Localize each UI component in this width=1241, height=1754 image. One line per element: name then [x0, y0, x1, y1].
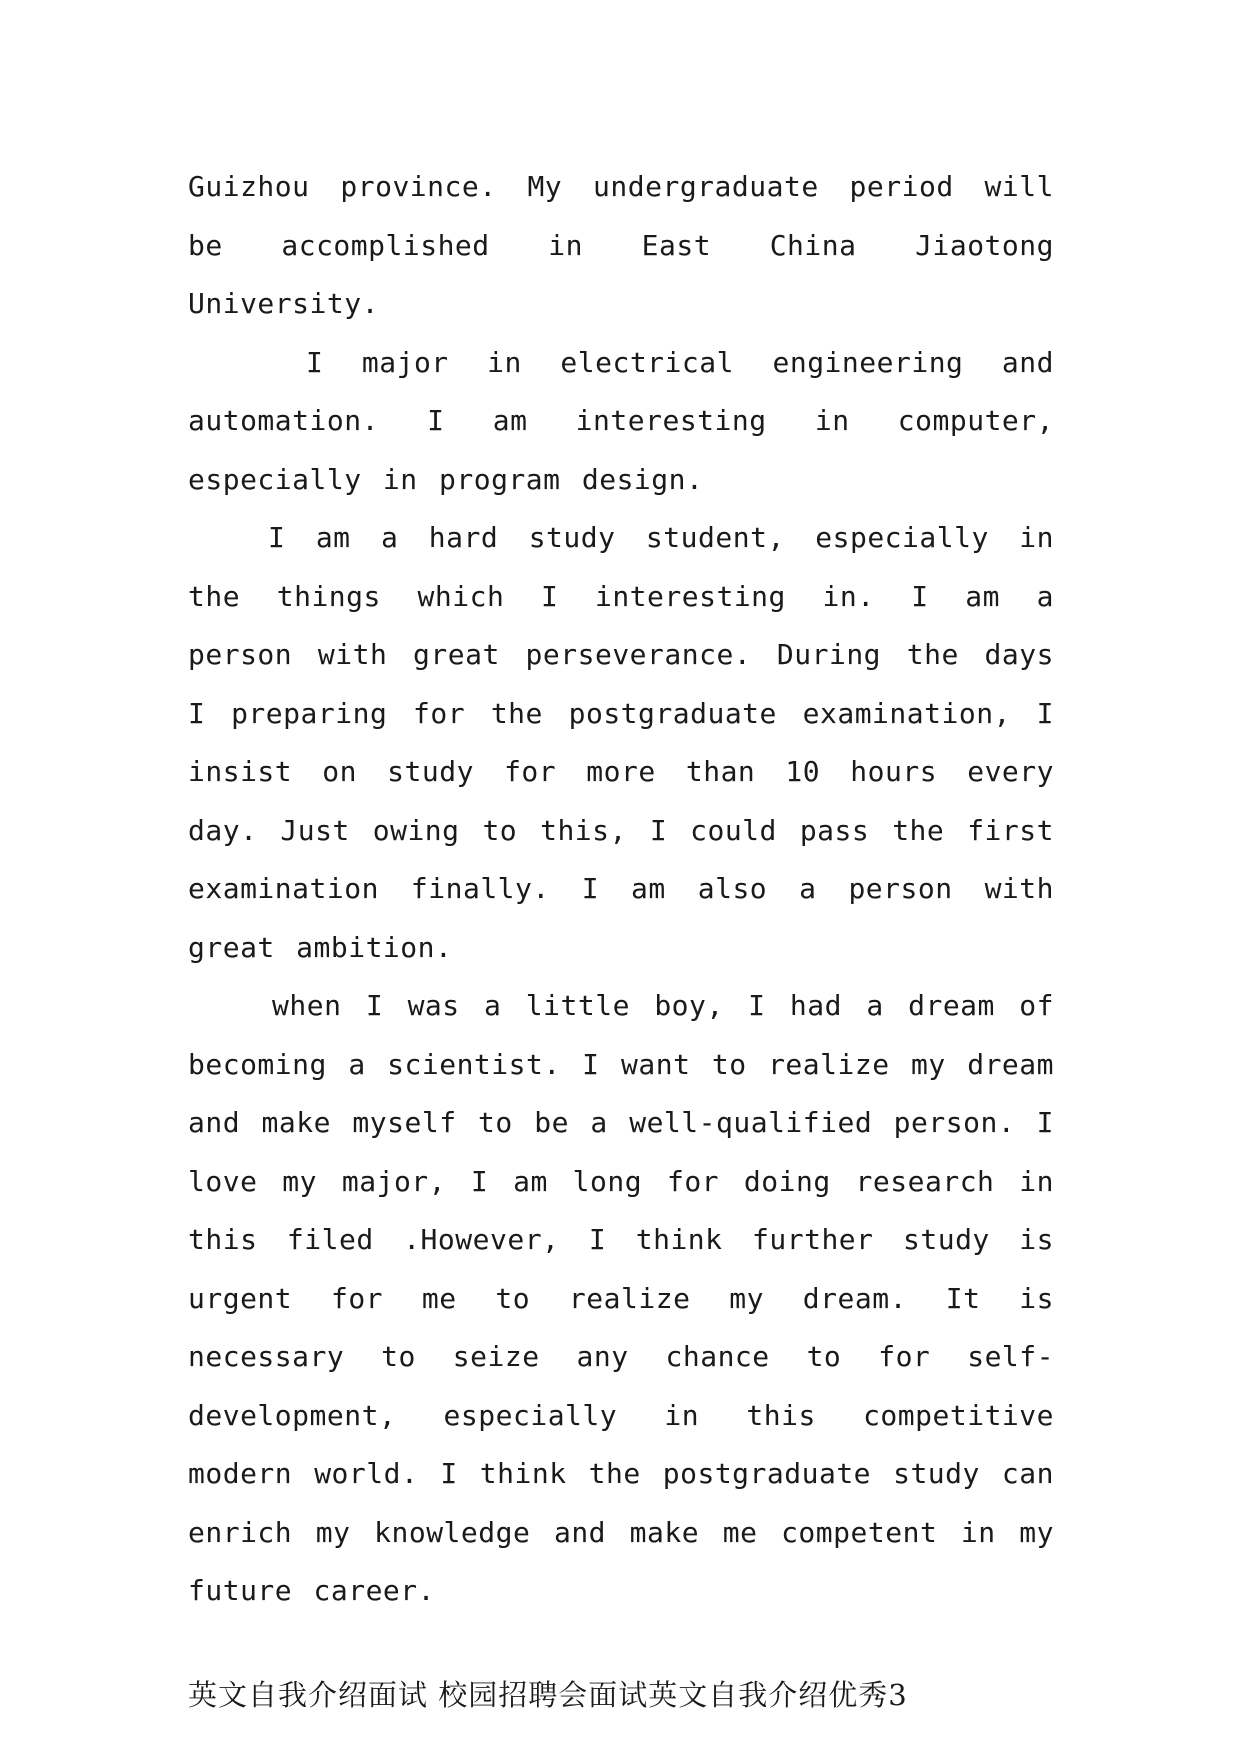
document-page [188, 158, 1054, 1715]
paragraph-4: when I was a little boy, I had a dream of becoming a scientist. I want to realize my dream and make myself to be a well-qualified person. I love my major, I am long for doing research in this filed .However, I think further study is urgent for me to realize my dream. It is necessary to seize any chance to for self-development, especially in this competitive modern world. I think the postgraduate study can enrich my knowledge and make me competent in my future career. [188, 989, 1054, 1607]
paragraph-1: Guizhou province. My undergraduate period will be accomplished in East China Jiaotong University. [188, 170, 1054, 320]
paragraph-3: I am a hard study student, especially in the things which I interesting in. I am a person with great perseverance. During the days I preparing for the postgraduate examination, I insist on study for more than 10 hours every day. Just owing to this, I could pass the first examination finally. I am also a person with great ambition. [188, 521, 1054, 964]
paragraph-2: I major in electrical engineering and automation. I am interesting in computer, especially in program design. [188, 345, 1054, 496]
section-heading: 英文自我介绍面试 校园招聘会面试英文自我介绍优秀3 [188, 1677, 908, 1712]
